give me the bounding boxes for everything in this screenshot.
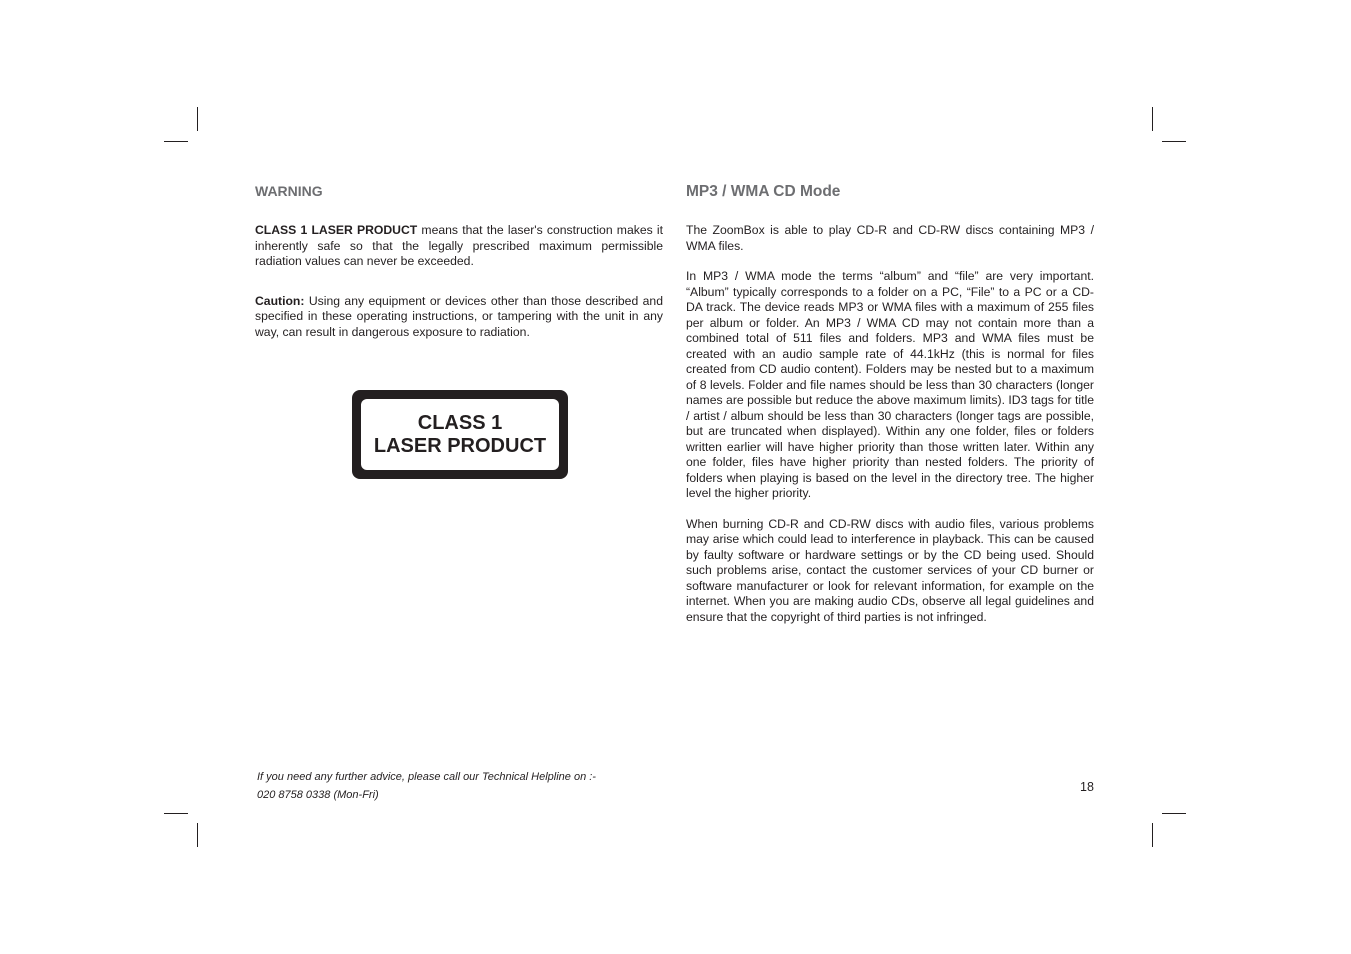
helpline-footer <box>257 768 596 804</box>
crop-mark <box>1152 823 1153 847</box>
caution-paragraph <box>255 294 663 341</box>
caution-text: Using any equipment or devices other than those described and specified in these operating instructions, or tampering with the unit in any way, can result in dangerous exposure to radiation. <box>255 293 663 339</box>
crop-mark <box>197 823 198 847</box>
caution-bold-text: Caution: <box>255 293 305 308</box>
mp3-intro-paragraph: The ZoomBox is able to play CD-R and CD-RW discs containing MP3 / WMA files. <box>686 223 1094 253</box>
laser-label-line2: LASER PRODUCT <box>373 434 547 457</box>
right-column <box>686 183 1094 625</box>
left-column <box>255 183 663 340</box>
crop-mark <box>164 813 188 814</box>
class1-text: means that the laser's construction makes it inherently safe so that the legally prescribed maximum permissible radiation values can never be exceeded. <box>255 223 663 268</box>
crop-mark <box>1152 107 1153 131</box>
warning-heading: WARNING <box>255 183 323 199</box>
crop-mark <box>1162 141 1186 142</box>
class1-paragraph <box>255 223 663 270</box>
mp3-album-file-paragraph: In MP3 / WMA mode the terms “album” and “file” are very important. “Album” typically corresponds to a folder on a PC, “File” to a PC or a CD-DA track. The device reads MP3 or WMA files with a maximum of 255 files per album or folder. An MP3 / WMA CD may not contain more than a combined total of 511 files and folders. MP3 and WMA files must be created with an audio sample rate of 44.1kHz (this is normal for files created from CD audio content). Folders may be nested but to a maximum of 8 levels. Folder and file names should be less than 30 characters (longer names are possible but reduce the above maximum limits). ID3 tags for title / artist / album should be less than 30 characters (longer tags are possible, but are truncated when displayed). Within any one folder, files or folders written earlier will have higher priority than those written later. Within any one folder, files have higher priority than nested folders. The priority of folders when playing is based on the level in the directory tree. The higher level the higher priority. <box>686 269 1094 500</box>
class1-laser-label <box>352 390 568 479</box>
helpline-number: 020 8758 0338 (Mon-Fri) <box>257 789 379 801</box>
helpline-text: If you need any further advice, please call our Technical Helpline on :- <box>257 771 596 783</box>
mp3-burning-paragraph: When burning CD-R and CD-RW discs with audio files, various problems may arise which could lead to interference in playback. This can be caused by faulty software or hardware settings or by the CD being used. Should such problems arise, contact the customer services of your CD burner or software manufacturer or look for relevant information, for example on the internet. When you are making audio CDs, observe all legal guidelines and ensure that the copyright of third parties is not infringed. <box>686 516 1094 624</box>
laser-label-inner <box>361 399 559 470</box>
laser-label-line1: CLASS 1 <box>417 411 503 434</box>
mp3-wma-heading: MP3 / WMA CD Mode <box>686 183 841 200</box>
page-number: 18 <box>1080 780 1094 794</box>
class1-bold-text: CLASS 1 LASER PRODUCT <box>255 223 418 237</box>
crop-mark <box>1162 813 1186 814</box>
crop-mark <box>197 107 198 131</box>
crop-mark <box>164 141 188 142</box>
